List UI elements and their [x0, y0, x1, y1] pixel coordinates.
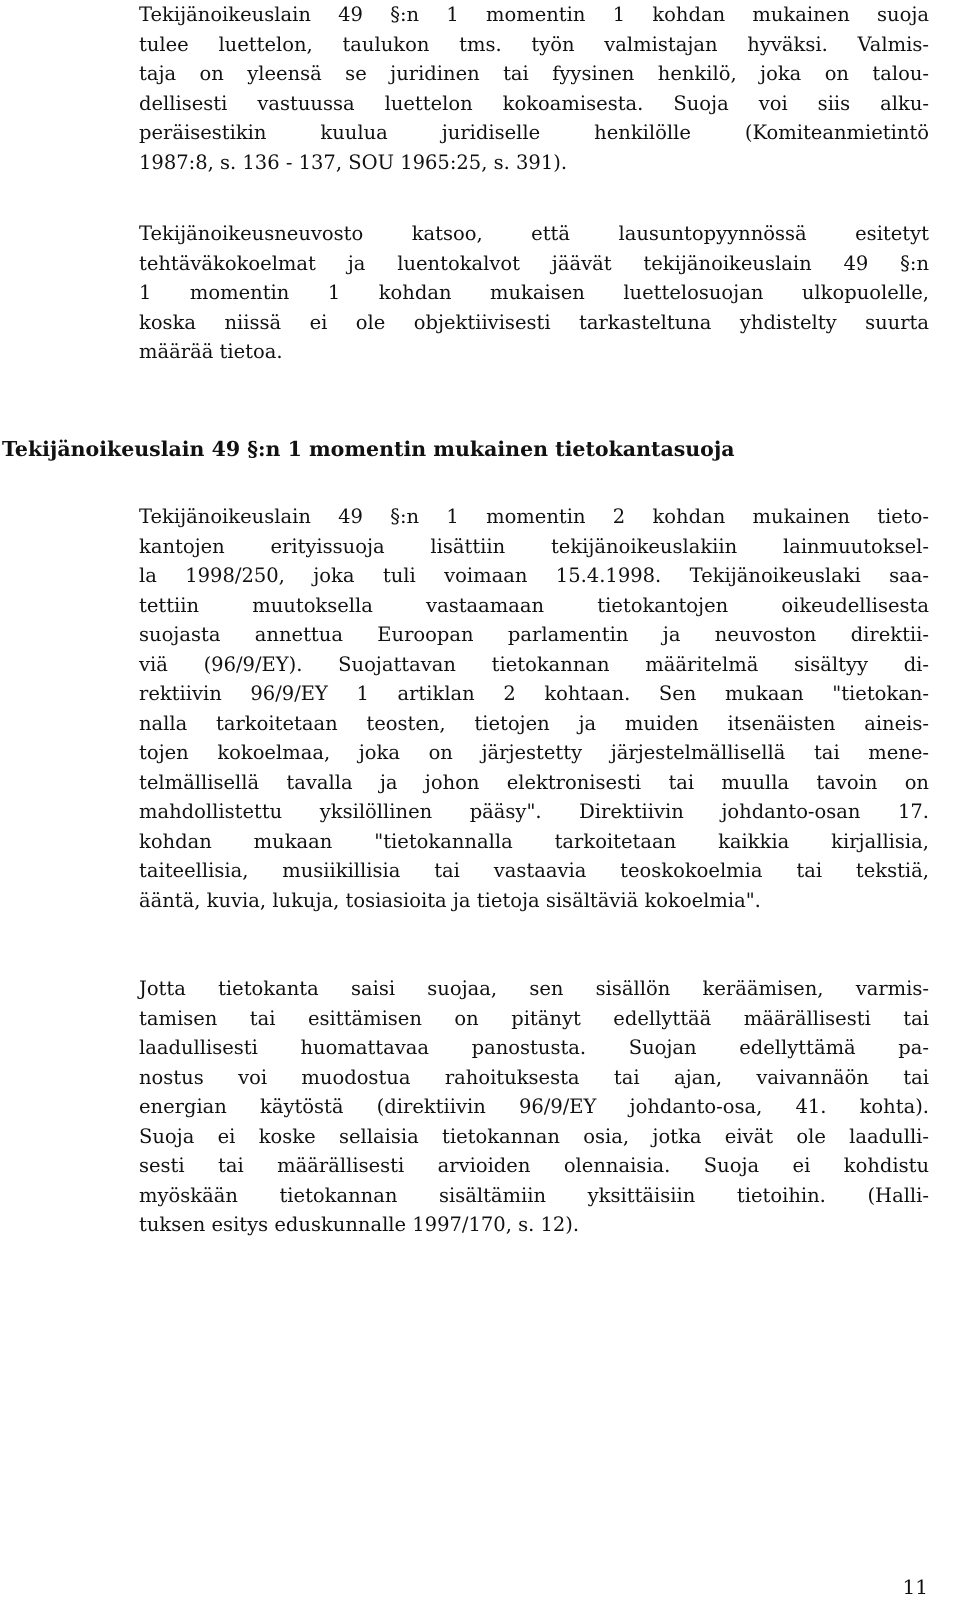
paragraph-line: la 1998/250, joka tuli voimaan 15.4.1998. Tekijänoikeuslaki saa-: [139, 564, 929, 587]
paragraph-line: energian käytöstä (direktiivin 96/9/EY johdanto-osa, 41. kohta).: [139, 1095, 929, 1118]
paragraph-line: tamisen tai esittämisen on pitänyt edellyttää määrällisesti tai: [139, 1006, 929, 1030]
section-heading: Tekijänoikeuslain 49 §:n 1 momentin mukainen tietokantasuoja: [2, 437, 735, 461]
paragraph-line: myöskään tietokannan sisältämiin yksittäisiin tietoihin. (Halli-: [139, 1183, 929, 1207]
paragraph-line: Tekijänoikeuslain 49 §:n 1 momentin 2 kohdan mukainen tieto-: [139, 505, 929, 528]
paragraph-line: Tekijänoikeuslain 49 §:n 1 momentin 1 kohdan mukainen suoja: [139, 3, 929, 26]
paragraph-line: 1 momentin 1 kohdan mukaisen luettelosuojan ulkopuolelle,: [139, 281, 929, 304]
paragraph-line: Jotta tietokanta saisi suojaa, sen sisällön keräämisen, varmis-: [139, 977, 929, 1000]
paragraph-line: Tekijänoikeusneuvosto katsoo, että lausuntopyynnössä esitetyt: [139, 222, 929, 245]
paragraph-line: peräisestikin kuulua juridiselle henkilölle (Komiteanmietintö: [139, 121, 929, 144]
paragraph-line: tehtäväkokoelmat ja luentokalvot jäävät tekijänoikeuslain 49 §:n: [139, 251, 929, 275]
paragraph-line: kohdan mukaan "tietokannalla tarkoitetaan kaikkia kirjallisia,: [139, 829, 929, 853]
paragraph-line: nostus voi muodostua rahoituksesta tai ajan, vaivannäön tai: [139, 1065, 929, 1089]
paragraph-line: tettiin muutoksella vastaamaan tietokantojen oikeudellisesta: [139, 593, 929, 617]
paragraph-line: taja on yleensä se juridinen tai fyysinen henkilö, joka on talou-: [139, 62, 929, 85]
paragraph-line: dellisesti vastuussa luettelon kokoamisesta. Suoja voi siis alku-: [139, 91, 929, 115]
paragraph-line: tulee luettelon, taulukon tms. työn valmistajan hyväksi. Valmis-: [139, 32, 929, 56]
paragraph-line: rektiivin 96/9/EY 1 artiklan 2 kohtaan. Sen mukaan "tietokan-: [139, 682, 929, 705]
paragraph-line: tuksen esitys eduskunnalle 1997/170, s. 12).: [139, 1213, 580, 1236]
paragraph-line: suojasta annettua Euroopan parlamentin ja neuvoston direktii-: [139, 623, 929, 646]
paragraph-line: Suoja ei koske sellaisia tietokannan osia, jotka eivät ole laadulli-: [139, 1124, 929, 1148]
paragraph-line: mahdollistettu yksilöllinen pääsy". Direktiivin johdanto-osan 17.: [139, 800, 929, 823]
paragraph-line: telmällisellä tavalla ja johon elektronisesti tai muulla tavoin on: [139, 770, 929, 794]
paragraph-line: koska niissä ei ole objektiivisesti tarkasteltuna yhdistelty suurta: [139, 310, 929, 334]
paragraph-line: 1987:8, s. 136 - 137, SOU 1965:25, s. 391).: [139, 150, 568, 174]
paragraph-line: kantojen erityissuoja lisättiin tekijänoikeuslakiin lainmuutoksel-: [139, 534, 929, 558]
paragraph-line: laadullisesti huomattavaa panostusta. Suojan edellyttämä pa-: [139, 1036, 929, 1059]
paragraph-line: nalla tarkoitetaan teosten, tietojen ja muiden itsenäisten aineis-: [139, 711, 929, 735]
paragraph-4: [139, 974, 929, 1240]
paragraph-line: tojen kokoelmaa, joka on järjestetty järjestelmällisellä tai mene-: [139, 741, 929, 764]
paragraph-line: viä (96/9/EY). Suojattavan tietokannan määritelmä sisältyy di-: [139, 652, 929, 676]
paragraph-line: sesti tai määrällisesti arvioiden olennaisia. Suoja ei kohdistu: [139, 1154, 929, 1177]
paragraph-2: [139, 219, 929, 367]
paragraph-line: taiteellisia, musiikillisia tai vastaavia teoskokoelmia tai tekstiä,: [139, 859, 929, 882]
page-number: 11: [902, 1575, 928, 1599]
paragraph-line: ääntä, kuvia, lukuja, tosiasioita ja tietoja sisältäviä kokoelmia".: [139, 888, 761, 912]
paragraph-3: [139, 502, 929, 915]
paragraph-1: [139, 0, 929, 177]
paragraph-line: määrää tietoa.: [139, 340, 283, 363]
